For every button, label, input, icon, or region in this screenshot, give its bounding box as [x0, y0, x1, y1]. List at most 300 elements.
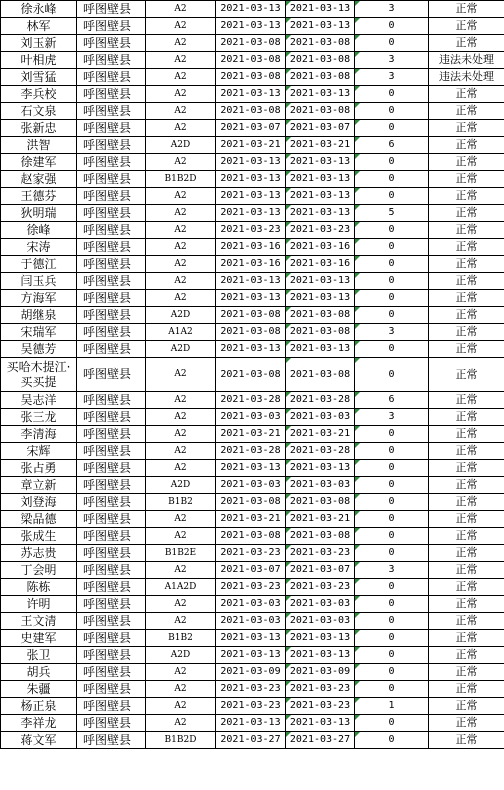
license-class-cell[interactable]: B1B2D [146, 171, 216, 188]
license-class-cell[interactable]: A2 [146, 290, 216, 307]
table-row[interactable] [1, 358, 504, 392]
driver-name-cell[interactable]: 蒋文军 [1, 732, 77, 749]
driver-name-cell[interactable]: 丁会明 [1, 562, 77, 579]
date-cell[interactable]: 2021-03-08 [216, 358, 286, 392]
status-cell[interactable]: 正常 [429, 409, 504, 426]
table-row[interactable] [1, 596, 504, 613]
date-cell[interactable]: 2021-03-03 [216, 409, 286, 426]
county-cell[interactable]: 呼图壁县 [77, 647, 146, 664]
county-cell[interactable]: 呼图壁县 [77, 392, 146, 409]
license-class-cell[interactable]: A2 [146, 205, 216, 222]
date-cell-2[interactable] [286, 341, 355, 358]
date-cell-2[interactable] [286, 103, 355, 120]
date-cell[interactable]: 2021-03-16 [216, 239, 286, 256]
table-row[interactable] [1, 715, 504, 732]
date-cell[interactable]: 2021-03-27 [216, 732, 286, 749]
county-cell[interactable]: 呼图壁县 [77, 545, 146, 562]
points-cell[interactable] [355, 120, 429, 137]
table-row[interactable] [1, 256, 504, 273]
driver-name-cell[interactable]: 陈栋 [1, 579, 77, 596]
driver-name-cell[interactable]: 石文泉 [1, 103, 77, 120]
license-class-cell[interactable]: A2 [146, 715, 216, 732]
table-row[interactable] [1, 52, 504, 69]
table-row[interactable] [1, 239, 504, 256]
date-cell-2[interactable] [286, 392, 355, 409]
county-cell[interactable]: 呼图壁县 [77, 681, 146, 698]
driver-name-cell[interactable]: 杨正泉 [1, 698, 77, 715]
status-cell[interactable]: 正常 [429, 613, 504, 630]
status-cell[interactable]: 正常 [429, 35, 504, 52]
county-cell[interactable]: 呼图壁县 [77, 426, 146, 443]
date-cell[interactable]: 2021-03-13 [216, 1, 286, 18]
driver-name-cell[interactable]: 徐峰 [1, 222, 77, 239]
county-cell[interactable]: 呼图壁县 [77, 324, 146, 341]
date-cell[interactable]: 2021-03-08 [216, 494, 286, 511]
date-cell-2[interactable] [286, 222, 355, 239]
license-class-cell[interactable]: A2 [146, 392, 216, 409]
points-cell[interactable] [355, 69, 429, 86]
driver-name-cell[interactable]: 闫玉兵 [1, 273, 77, 290]
date-cell-2[interactable] [286, 256, 355, 273]
license-class-cell[interactable]: A2 [146, 273, 216, 290]
license-class-cell[interactable]: A2 [146, 188, 216, 205]
date-cell[interactable]: 2021-03-23 [216, 222, 286, 239]
date-cell[interactable]: 2021-03-13 [216, 273, 286, 290]
points-cell[interactable] [355, 579, 429, 596]
date-cell-2[interactable] [286, 171, 355, 188]
license-class-cell[interactable]: A2 [146, 426, 216, 443]
driver-name-cell[interactable]: 宋辉 [1, 443, 77, 460]
license-class-cell[interactable]: A2 [146, 35, 216, 52]
status-cell[interactable]: 正常 [429, 358, 504, 392]
county-cell[interactable]: 呼图壁县 [77, 494, 146, 511]
date-cell[interactable]: 2021-03-13 [216, 460, 286, 477]
table-row[interactable] [1, 409, 504, 426]
table-row[interactable] [1, 732, 504, 749]
points-cell[interactable] [355, 613, 429, 630]
date-cell[interactable]: 2021-03-13 [216, 290, 286, 307]
driver-name-cell[interactable]: 许明 [1, 596, 77, 613]
county-cell[interactable]: 呼图壁县 [77, 698, 146, 715]
driver-name-cell[interactable]: 梁品德 [1, 511, 77, 528]
points-cell[interactable] [355, 460, 429, 477]
driver-name-cell[interactable]: 王德芬 [1, 188, 77, 205]
driver-name-cell[interactable]: 狄明瑞 [1, 205, 77, 222]
county-cell[interactable]: 呼图壁县 [77, 52, 146, 69]
status-cell[interactable]: 正常 [429, 273, 504, 290]
date-cell-2[interactable] [286, 545, 355, 562]
date-cell-2[interactable] [286, 273, 355, 290]
table-row[interactable] [1, 341, 504, 358]
date-cell-2[interactable] [286, 494, 355, 511]
status-cell[interactable]: 正常 [429, 256, 504, 273]
license-class-cell[interactable]: A2 [146, 562, 216, 579]
table-row[interactable] [1, 18, 504, 35]
date-cell[interactable]: 2021-03-23 [216, 681, 286, 698]
status-cell[interactable]: 正常 [429, 562, 504, 579]
points-cell[interactable] [355, 477, 429, 494]
driver-name-cell[interactable]: 吴德芳 [1, 341, 77, 358]
date-cell-2[interactable] [286, 443, 355, 460]
date-cell[interactable]: 2021-03-13 [216, 205, 286, 222]
driver-name-cell[interactable]: 吴志洋 [1, 392, 77, 409]
license-class-cell[interactable]: A2 [146, 1, 216, 18]
driver-name-cell[interactable]: 章立新 [1, 477, 77, 494]
status-cell[interactable]: 正常 [429, 307, 504, 324]
status-cell[interactable]: 正常 [429, 545, 504, 562]
county-cell[interactable]: 呼图壁县 [77, 35, 146, 52]
date-cell[interactable]: 2021-03-23 [216, 698, 286, 715]
county-cell[interactable]: 呼图壁县 [77, 188, 146, 205]
driver-name-cell[interactable]: 洪智 [1, 137, 77, 154]
date-cell[interactable]: 2021-03-13 [216, 171, 286, 188]
county-cell[interactable]: 呼图壁县 [77, 154, 146, 171]
table-row[interactable] [1, 630, 504, 647]
date-cell[interactable]: 2021-03-16 [216, 256, 286, 273]
table-row[interactable] [1, 154, 504, 171]
points-cell[interactable] [355, 222, 429, 239]
date-cell-2[interactable] [286, 290, 355, 307]
driver-name-cell[interactable]: 张卫 [1, 647, 77, 664]
points-cell[interactable] [355, 630, 429, 647]
status-cell[interactable]: 正常 [429, 579, 504, 596]
license-class-cell[interactable]: A2 [146, 69, 216, 86]
points-cell[interactable] [355, 732, 429, 749]
county-cell[interactable]: 呼图壁县 [77, 460, 146, 477]
county-cell[interactable]: 呼图壁县 [77, 715, 146, 732]
points-cell[interactable] [355, 205, 429, 222]
status-cell[interactable]: 正常 [429, 103, 504, 120]
date-cell[interactable]: 2021-03-21 [216, 426, 286, 443]
points-cell[interactable] [355, 273, 429, 290]
status-cell[interactable]: 违法未处理 [429, 69, 504, 86]
date-cell-2[interactable] [286, 358, 355, 392]
license-class-cell[interactable]: A2 [146, 511, 216, 528]
status-cell[interactable]: 正常 [429, 528, 504, 545]
county-cell[interactable]: 呼图壁县 [77, 137, 146, 154]
points-cell[interactable] [355, 647, 429, 664]
date-cell-2[interactable] [286, 188, 355, 205]
county-cell[interactable]: 呼图壁县 [77, 477, 146, 494]
license-class-cell[interactable]: B1B2 [146, 494, 216, 511]
driver-name-cell[interactable]: 方海军 [1, 290, 77, 307]
license-class-cell[interactable]: B1B2 [146, 630, 216, 647]
points-cell[interactable] [355, 409, 429, 426]
license-class-cell[interactable]: A2 [146, 596, 216, 613]
date-cell[interactable]: 2021-03-23 [216, 545, 286, 562]
status-cell[interactable]: 正常 [429, 511, 504, 528]
date-cell[interactable]: 2021-03-08 [216, 528, 286, 545]
table-row[interactable] [1, 460, 504, 477]
date-cell-2[interactable] [286, 154, 355, 171]
points-cell[interactable] [355, 664, 429, 681]
license-class-cell[interactable]: A2D [146, 137, 216, 154]
points-cell[interactable] [355, 239, 429, 256]
table-row[interactable] [1, 528, 504, 545]
points-cell[interactable] [355, 392, 429, 409]
date-cell-2[interactable] [286, 579, 355, 596]
license-class-cell[interactable]: A2 [146, 443, 216, 460]
points-cell[interactable] [355, 290, 429, 307]
date-cell-2[interactable] [286, 120, 355, 137]
status-cell[interactable]: 正常 [429, 732, 504, 749]
license-class-cell[interactable]: A2 [146, 103, 216, 120]
license-class-cell[interactable]: A2D [146, 477, 216, 494]
date-cell-2[interactable] [286, 137, 355, 154]
date-cell-2[interactable] [286, 528, 355, 545]
date-cell-2[interactable] [286, 698, 355, 715]
driver-name-cell[interactable]: 宋瑞军 [1, 324, 77, 341]
date-cell[interactable]: 2021-03-03 [216, 596, 286, 613]
license-class-cell[interactable]: A2 [146, 52, 216, 69]
driver-name-cell[interactable]: 张成生 [1, 528, 77, 545]
date-cell-2[interactable] [286, 647, 355, 664]
table-row[interactable] [1, 613, 504, 630]
date-cell-2[interactable] [286, 477, 355, 494]
status-cell[interactable]: 正常 [429, 86, 504, 103]
status-cell[interactable]: 正常 [429, 426, 504, 443]
driver-name-cell[interactable]: 史建军 [1, 630, 77, 647]
table-row[interactable] [1, 290, 504, 307]
county-cell[interactable]: 呼图壁县 [77, 171, 146, 188]
driver-name-cell[interactable]: 张三龙 [1, 409, 77, 426]
points-cell[interactable] [355, 341, 429, 358]
driver-name-cell[interactable]: 李祥龙 [1, 715, 77, 732]
table-row[interactable] [1, 222, 504, 239]
date-cell-2[interactable] [286, 426, 355, 443]
license-class-cell[interactable]: A2 [146, 154, 216, 171]
status-cell[interactable]: 正常 [429, 239, 504, 256]
county-cell[interactable]: 呼图壁县 [77, 307, 146, 324]
license-class-cell[interactable]: A2 [146, 460, 216, 477]
date-cell-2[interactable] [286, 681, 355, 698]
table-row[interactable] [1, 171, 504, 188]
county-cell[interactable]: 呼图壁县 [77, 273, 146, 290]
license-class-cell[interactable]: A2D [146, 647, 216, 664]
date-cell-2[interactable] [286, 239, 355, 256]
driver-name-cell[interactable]: 林军 [1, 18, 77, 35]
table-row[interactable] [1, 120, 504, 137]
status-cell[interactable]: 正常 [429, 647, 504, 664]
date-cell-2[interactable] [286, 52, 355, 69]
county-cell[interactable]: 呼图壁县 [77, 732, 146, 749]
county-cell[interactable]: 呼图壁县 [77, 443, 146, 460]
table-row[interactable] [1, 392, 504, 409]
points-cell[interactable] [355, 103, 429, 120]
table-row[interactable] [1, 511, 504, 528]
points-cell[interactable] [355, 1, 429, 18]
county-cell[interactable]: 呼图壁县 [77, 341, 146, 358]
license-class-cell[interactable]: A2 [146, 409, 216, 426]
license-class-cell[interactable]: A2 [146, 613, 216, 630]
date-cell[interactable]: 2021-03-08 [216, 52, 286, 69]
status-cell[interactable]: 正常 [429, 290, 504, 307]
license-class-cell[interactable]: B1B2D [146, 732, 216, 749]
license-class-cell[interactable]: A2 [146, 698, 216, 715]
county-cell[interactable]: 呼图壁县 [77, 613, 146, 630]
table-row[interactable] [1, 69, 504, 86]
points-cell[interactable] [355, 52, 429, 69]
table-row[interactable] [1, 35, 504, 52]
county-cell[interactable]: 呼图壁县 [77, 358, 146, 392]
status-cell[interactable]: 正常 [429, 1, 504, 18]
driver-name-cell[interactable]: 宋涛 [1, 239, 77, 256]
driver-name-cell[interactable]: 徐建军 [1, 154, 77, 171]
points-cell[interactable] [355, 358, 429, 392]
date-cell-2[interactable] [286, 86, 355, 103]
license-class-cell[interactable]: A2 [146, 18, 216, 35]
license-class-cell[interactable]: A1A2 [146, 324, 216, 341]
status-cell[interactable]: 正常 [429, 222, 504, 239]
status-cell[interactable]: 正常 [429, 205, 504, 222]
driver-name-cell[interactable]: 张占勇 [1, 460, 77, 477]
table-row[interactable] [1, 324, 504, 341]
points-cell[interactable] [355, 35, 429, 52]
status-cell[interactable]: 正常 [429, 596, 504, 613]
license-class-cell[interactable]: A2 [146, 86, 216, 103]
status-cell[interactable]: 正常 [429, 188, 504, 205]
date-cell[interactable]: 2021-03-08 [216, 35, 286, 52]
points-cell[interactable] [355, 545, 429, 562]
date-cell[interactable]: 2021-03-07 [216, 120, 286, 137]
license-class-cell[interactable]: A2 [146, 120, 216, 137]
status-cell[interactable]: 正常 [429, 341, 504, 358]
table-row[interactable] [1, 307, 504, 324]
county-cell[interactable]: 呼图壁县 [77, 579, 146, 596]
license-class-cell[interactable]: A2D [146, 341, 216, 358]
date-cell[interactable]: 2021-03-28 [216, 392, 286, 409]
date-cell-2[interactable] [286, 324, 355, 341]
points-cell[interactable] [355, 86, 429, 103]
driver-name-cell[interactable]: 王文清 [1, 613, 77, 630]
date-cell[interactable]: 2021-03-08 [216, 324, 286, 341]
status-cell[interactable]: 正常 [429, 460, 504, 477]
table-row[interactable] [1, 188, 504, 205]
county-cell[interactable]: 呼图壁县 [77, 222, 146, 239]
table-row[interactable] [1, 477, 504, 494]
date-cell-2[interactable] [286, 630, 355, 647]
driver-name-cell[interactable]: 李兵校 [1, 86, 77, 103]
county-cell[interactable]: 呼图壁县 [77, 239, 146, 256]
license-class-cell[interactable]: A2 [146, 358, 216, 392]
county-cell[interactable]: 呼图壁县 [77, 1, 146, 18]
table-row[interactable] [1, 1, 504, 18]
date-cell[interactable]: 2021-03-23 [216, 579, 286, 596]
county-cell[interactable]: 呼图壁县 [77, 409, 146, 426]
county-cell[interactable]: 呼图壁县 [77, 511, 146, 528]
date-cell[interactable]: 2021-03-03 [216, 477, 286, 494]
status-cell[interactable]: 正常 [429, 18, 504, 35]
status-cell[interactable]: 正常 [429, 137, 504, 154]
table-row[interactable] [1, 545, 504, 562]
status-cell[interactable]: 正常 [429, 681, 504, 698]
date-cell-2[interactable] [286, 69, 355, 86]
date-cell[interactable]: 2021-03-21 [216, 511, 286, 528]
table-row[interactable] [1, 137, 504, 154]
table-row[interactable] [1, 698, 504, 715]
date-cell[interactable]: 2021-03-13 [216, 86, 286, 103]
driver-name-cell[interactable]: 胡兵 [1, 664, 77, 681]
county-cell[interactable]: 呼图壁县 [77, 18, 146, 35]
date-cell[interactable]: 2021-03-03 [216, 613, 286, 630]
status-cell[interactable]: 正常 [429, 715, 504, 732]
date-cell[interactable]: 2021-03-13 [216, 188, 286, 205]
points-cell[interactable] [355, 511, 429, 528]
date-cell[interactable]: 2021-03-21 [216, 137, 286, 154]
date-cell[interactable]: 2021-03-13 [216, 715, 286, 732]
points-cell[interactable] [355, 171, 429, 188]
county-cell[interactable]: 呼图壁县 [77, 290, 146, 307]
points-cell[interactable] [355, 154, 429, 171]
status-cell[interactable]: 违法未处理 [429, 52, 504, 69]
date-cell-2[interactable] [286, 460, 355, 477]
status-cell[interactable]: 正常 [429, 698, 504, 715]
driver-name-cell[interactable]: 于德江 [1, 256, 77, 273]
date-cell-2[interactable] [286, 205, 355, 222]
county-cell[interactable]: 呼图壁县 [77, 103, 146, 120]
date-cell-2[interactable] [286, 409, 355, 426]
status-cell[interactable]: 正常 [429, 494, 504, 511]
date-cell[interactable]: 2021-03-08 [216, 103, 286, 120]
license-class-cell[interactable]: A2 [146, 222, 216, 239]
points-cell[interactable] [355, 324, 429, 341]
driver-name-cell[interactable]: 赵家强 [1, 171, 77, 188]
date-cell-2[interactable] [286, 307, 355, 324]
points-cell[interactable] [355, 426, 429, 443]
table-row[interactable] [1, 664, 504, 681]
license-class-cell[interactable]: A2 [146, 256, 216, 273]
date-cell-2[interactable] [286, 596, 355, 613]
driver-name-cell[interactable]: 苏志贵 [1, 545, 77, 562]
date-cell[interactable]: 2021-03-13 [216, 630, 286, 647]
driver-name-cell[interactable]: 刘登海 [1, 494, 77, 511]
date-cell-2[interactable] [286, 511, 355, 528]
status-cell[interactable]: 正常 [429, 120, 504, 137]
points-cell[interactable] [355, 443, 429, 460]
table-row[interactable] [1, 103, 504, 120]
driver-name-cell[interactable]: 胡继泉 [1, 307, 77, 324]
county-cell[interactable]: 呼图壁县 [77, 256, 146, 273]
status-cell[interactable]: 正常 [429, 477, 504, 494]
points-cell[interactable] [355, 188, 429, 205]
driver-name-cell[interactable]: 李清海 [1, 426, 77, 443]
date-cell[interactable]: 2021-03-08 [216, 307, 286, 324]
date-cell[interactable]: 2021-03-07 [216, 562, 286, 579]
county-cell[interactable]: 呼图壁县 [77, 120, 146, 137]
status-cell[interactable]: 正常 [429, 154, 504, 171]
status-cell[interactable]: 正常 [429, 630, 504, 647]
driver-name-cell[interactable]: 徐永峰 [1, 1, 77, 18]
points-cell[interactable] [355, 18, 429, 35]
table-row[interactable] [1, 205, 504, 222]
date-cell[interactable]: 2021-03-09 [216, 664, 286, 681]
driver-name-cell[interactable]: 刘雪猛 [1, 69, 77, 86]
county-cell[interactable]: 呼图壁县 [77, 562, 146, 579]
driver-name-cell[interactable]: 朱疆 [1, 681, 77, 698]
points-cell[interactable] [355, 681, 429, 698]
points-cell[interactable] [355, 698, 429, 715]
license-class-cell[interactable]: A1A2D [146, 579, 216, 596]
date-cell-2[interactable] [286, 715, 355, 732]
table-row[interactable] [1, 681, 504, 698]
county-cell[interactable]: 呼图壁县 [77, 664, 146, 681]
county-cell[interactable]: 呼图壁县 [77, 69, 146, 86]
date-cell-2[interactable] [286, 562, 355, 579]
driver-name-cell[interactable]: 刘玉新 [1, 35, 77, 52]
points-cell[interactable] [355, 307, 429, 324]
date-cell-2[interactable] [286, 35, 355, 52]
license-class-cell[interactable]: A2 [146, 528, 216, 545]
